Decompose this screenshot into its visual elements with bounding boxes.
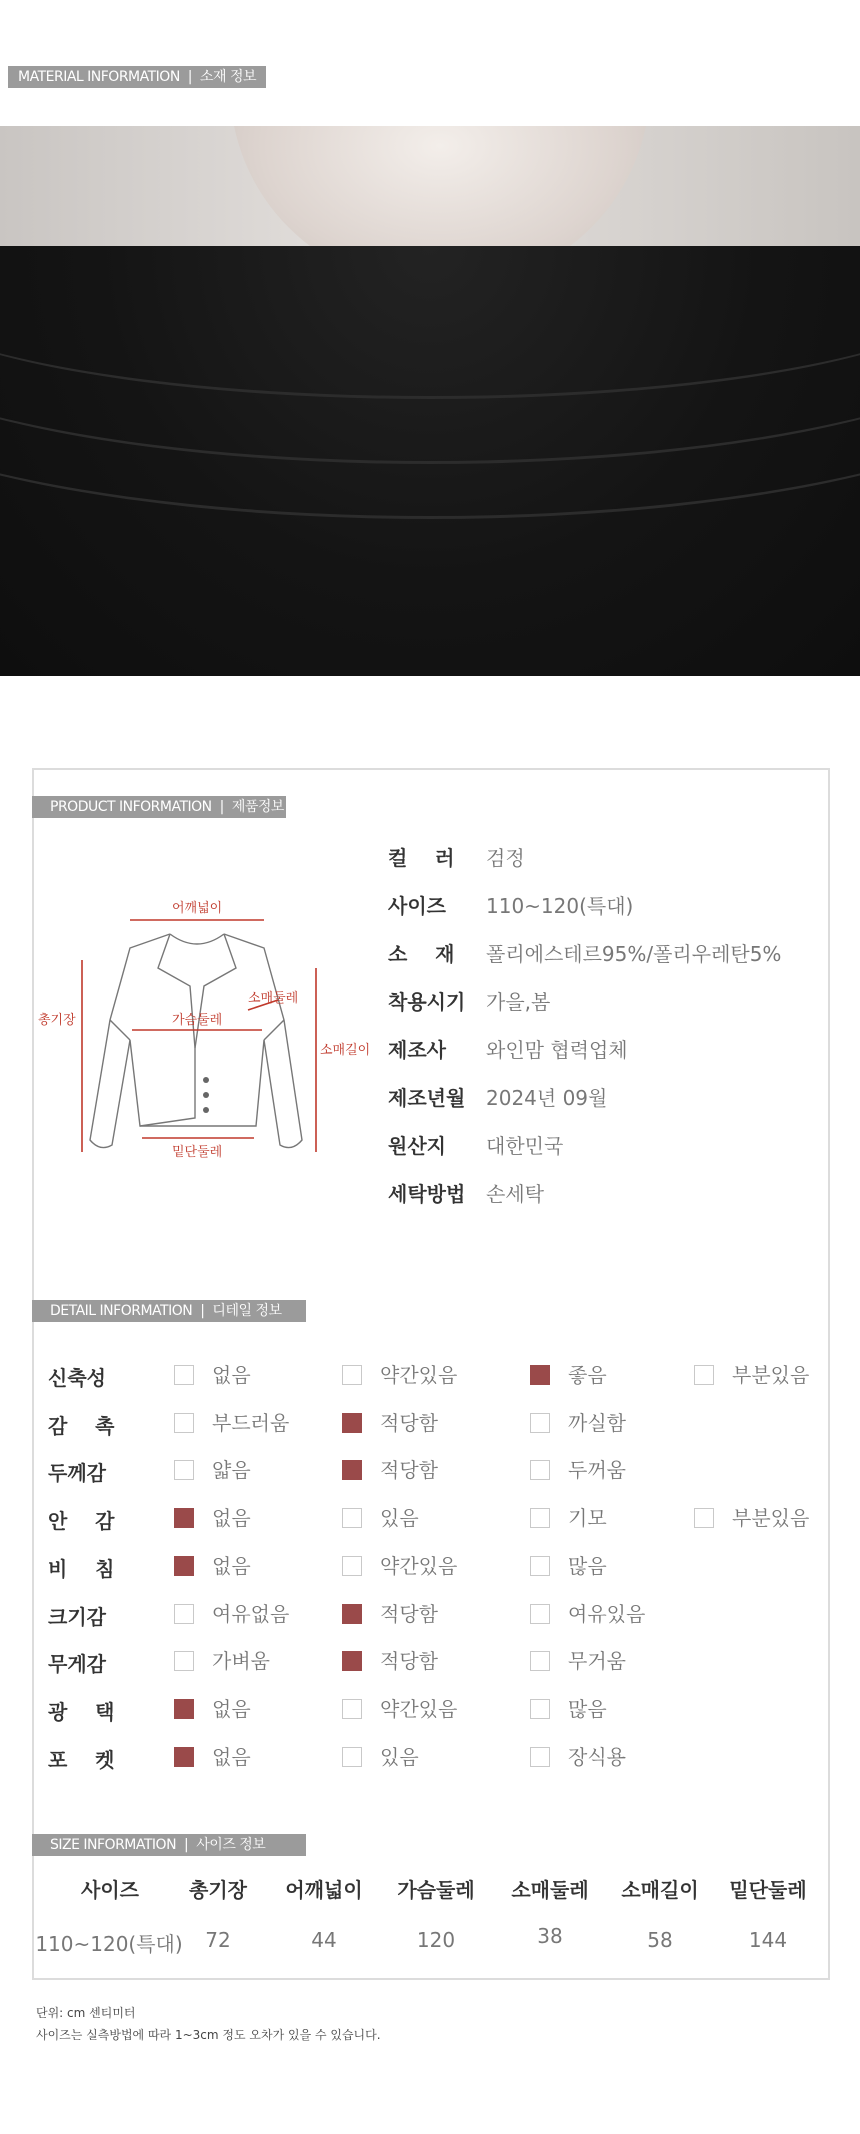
detail-option-label: 적당함 <box>380 1411 438 1435</box>
unchecked-box-icon <box>530 1651 550 1671</box>
checked-box-icon <box>342 1604 362 1624</box>
unchecked-box-icon <box>174 1651 194 1671</box>
checked-box-icon <box>530 1365 550 1385</box>
size-info-tag-en: SIZE INFORMATION <box>50 1837 177 1853</box>
jacket-button-1 <box>203 1077 209 1083</box>
size-cell: 38 <box>537 1924 563 1948</box>
checked-box-icon <box>174 1747 194 1767</box>
spec-value: 폴리에스테르95%/폴리우레탄5% <box>486 942 782 966</box>
size-header: 소매길이 <box>621 1878 699 1902</box>
detail-option-label: 없음 <box>212 1697 251 1721</box>
unchecked-box-icon <box>530 1747 550 1767</box>
size-header: 사이즈 <box>81 1878 139 1902</box>
unchecked-box-icon <box>174 1604 194 1624</box>
detail-option-label: 약간있음 <box>380 1697 458 1721</box>
product-info-tag-en: PRODUCT INFORMATION <box>50 799 212 815</box>
detail-label: 두께감 <box>48 1461 106 1485</box>
detail-option-label: 약간있음 <box>380 1363 458 1387</box>
checked-box-icon <box>174 1556 194 1576</box>
spec-key: 사이즈 <box>388 894 446 918</box>
size-info-tag-ko: 사이즈 정보 <box>196 1837 266 1853</box>
detail-option-label: 기모 <box>568 1506 607 1530</box>
material-info-tag-en: MATERIAL INFORMATION <box>18 69 180 85</box>
detail-option-label: 좋음 <box>568 1363 607 1387</box>
unchecked-box-icon <box>342 1508 362 1528</box>
unchecked-box-icon <box>530 1508 550 1528</box>
spec-value: 손세탁 <box>486 1182 544 1206</box>
detail-option-label: 가벼움 <box>212 1649 270 1673</box>
spec-key: 소 재 <box>388 942 455 966</box>
detail-label: 크기감 <box>48 1605 106 1629</box>
jacket-size-diagram <box>30 890 380 1170</box>
detail-info-tag-ko: 디테일 정보 <box>212 1303 282 1319</box>
detail-option-label: 없음 <box>212 1363 251 1387</box>
spec-value: 와인맘 협력업체 <box>486 1038 628 1062</box>
sleeve-length-label: 소매길이 <box>320 1043 371 1058</box>
detail-option-label: 얇음 <box>212 1458 251 1482</box>
detail-option-label: 무거움 <box>568 1649 626 1673</box>
sleeve-circ-label: 소매둘레 <box>248 991 299 1006</box>
unchecked-box-icon <box>342 1747 362 1767</box>
unchecked-box-icon <box>342 1365 362 1385</box>
unchecked-box-icon <box>174 1460 194 1480</box>
detail-option-label: 적당함 <box>380 1602 438 1626</box>
detail-option-label: 없음 <box>212 1745 251 1769</box>
detail-option-label: 약간있음 <box>380 1554 458 1578</box>
size-cell: 72 <box>205 1928 231 1952</box>
unit-note: 단위: cm 센티미터 <box>36 2006 136 2020</box>
size-header: 소매둘레 <box>511 1878 589 1902</box>
size-header: 가슴둘레 <box>397 1878 475 1902</box>
spec-value: 검정 <box>486 846 525 870</box>
jacket-button-3 <box>203 1107 209 1113</box>
detail-option-label: 있음 <box>380 1506 419 1530</box>
unchecked-box-icon <box>530 1413 550 1433</box>
detail-option-label: 까실함 <box>568 1411 626 1435</box>
size-cell: 144 <box>748 1928 788 1952</box>
detail-option-label: 있음 <box>380 1745 419 1769</box>
unchecked-box-icon <box>530 1460 550 1480</box>
size-info-tag: SIZE INFORMATION | 사이즈 정보 <box>32 1834 306 1856</box>
detail-label: 신축성 <box>48 1366 106 1390</box>
unchecked-box-icon <box>694 1508 714 1528</box>
detail-option-label: 없음 <box>212 1506 251 1530</box>
unchecked-box-icon <box>530 1604 550 1624</box>
unchecked-box-icon <box>342 1699 362 1719</box>
detail-option-label: 적당함 <box>380 1649 438 1673</box>
length-label: 총기장 <box>38 1013 76 1028</box>
detail-label: 비 침 <box>48 1557 115 1581</box>
detail-label: 안 감 <box>48 1509 115 1533</box>
spec-key: 컬 러 <box>388 846 455 870</box>
detail-label: 감 촉 <box>48 1414 115 1438</box>
unchecked-box-icon <box>342 1556 362 1576</box>
shoulder-label: 어깨넓이 <box>172 901 223 916</box>
jacket-outline <box>90 934 302 1148</box>
detail-label: 광 택 <box>48 1700 115 1724</box>
size-cell: 110~120(특대) <box>35 1932 183 1956</box>
detail-option-label: 부드러움 <box>212 1411 290 1435</box>
size-header: 총기장 <box>189 1878 247 1902</box>
size-header: 밑단둘레 <box>729 1878 807 1902</box>
detail-option-label: 장식용 <box>568 1745 626 1769</box>
checked-box-icon <box>342 1460 362 1480</box>
spec-value: 가을,봄 <box>486 990 551 1014</box>
jacket-button-2 <box>203 1092 209 1098</box>
unchecked-box-icon <box>530 1699 550 1719</box>
detail-info-tag: DETAIL INFORMATION | 디테일 정보 <box>32 1300 306 1322</box>
material-info-tag-ko: 소재 정보 <box>200 69 257 85</box>
collar-stitch-3 <box>0 196 860 519</box>
checked-box-icon <box>174 1699 194 1719</box>
tolerance-note: 사이즈는 실측방법에 따라 1~3cm 정도 오차가 있을 수 있습니다. <box>36 2028 381 2042</box>
chest-label: 가슴둘레 <box>172 1013 223 1028</box>
detail-label: 무게감 <box>48 1652 106 1676</box>
detail-info-tag-en: DETAIL INFORMATION <box>50 1303 193 1319</box>
fabric-photo <box>0 126 860 676</box>
detail-label: 포 켓 <box>48 1748 115 1772</box>
detail-option-label: 두꺼움 <box>568 1458 626 1482</box>
size-cell: 120 <box>416 1928 456 1952</box>
spec-key: 제조년월 <box>388 1086 466 1110</box>
spec-key: 세탁방법 <box>388 1182 466 1206</box>
detail-option-label: 부분있음 <box>732 1363 810 1387</box>
detail-option-label: 많음 <box>568 1697 607 1721</box>
size-cell: 58 <box>647 1928 673 1952</box>
size-header: 어깨넓이 <box>285 1878 363 1902</box>
checked-box-icon <box>342 1651 362 1671</box>
unchecked-box-icon <box>530 1556 550 1576</box>
hem-label: 밑단둘레 <box>172 1145 223 1160</box>
spec-value: 대한민국 <box>486 1134 564 1158</box>
unchecked-box-icon <box>174 1365 194 1385</box>
detail-option-label: 여유있음 <box>568 1602 646 1626</box>
size-cell: 44 <box>311 1928 337 1952</box>
spec-value: 110~120(특대) <box>486 894 634 918</box>
spec-value: 2024년 09월 <box>486 1086 608 1110</box>
detail-option-label: 부분있음 <box>732 1506 810 1530</box>
product-info-tag: PRODUCT INFORMATION | 제품정보 <box>32 796 286 818</box>
detail-option-label: 여유없음 <box>212 1602 290 1626</box>
spec-key: 착용시기 <box>388 990 466 1014</box>
unchecked-box-icon <box>174 1413 194 1433</box>
spec-key: 제조사 <box>388 1038 446 1062</box>
checked-box-icon <box>342 1413 362 1433</box>
detail-option-label: 적당함 <box>380 1458 438 1482</box>
product-info-tag-ko: 제품정보 <box>231 799 284 815</box>
detail-option-label: 없음 <box>212 1554 251 1578</box>
unchecked-box-icon <box>694 1365 714 1385</box>
material-info-tag: MATERIAL INFORMATION | 소재 정보 <box>8 66 266 88</box>
checked-box-icon <box>174 1508 194 1528</box>
spec-key: 원산지 <box>388 1134 446 1158</box>
detail-option-label: 많음 <box>568 1554 607 1578</box>
